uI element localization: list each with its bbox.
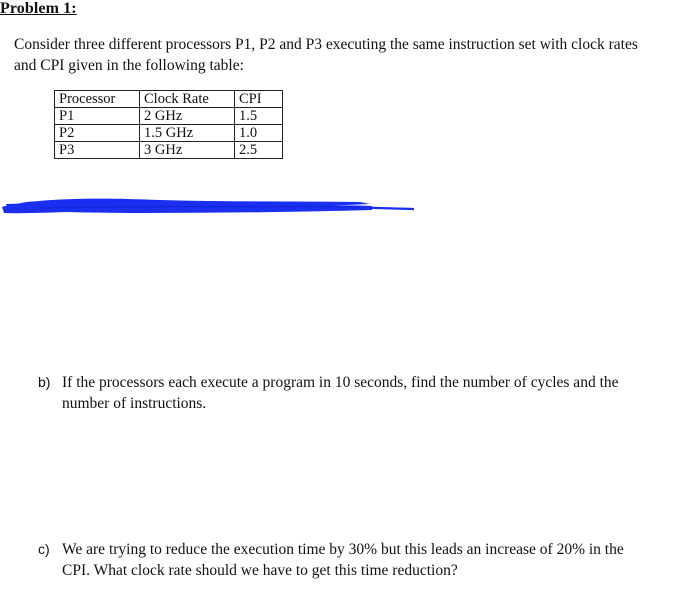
question-text: If the processors each execute a program in 10 seconds, find the number of cycles and the number of instructions. bbox=[62, 374, 619, 412]
table-row bbox=[55, 108, 283, 125]
problem-intro: Consider three different processors P1, P2 and P3 executing the same instruction set with clock rates and CPI given in the following table: bbox=[14, 36, 638, 74]
question-c bbox=[38, 539, 652, 581]
table-cell-clock-rate: 2 GHz bbox=[140, 108, 235, 125]
table-cell-processor: P3 bbox=[55, 142, 140, 159]
table-header-row bbox=[55, 91, 283, 108]
table-header-clock-rate: Clock Rate bbox=[140, 91, 235, 108]
redaction-scribble bbox=[0, 193, 420, 223]
problem-title: Problem 1: bbox=[0, 0, 77, 17]
question-label: c) bbox=[38, 541, 50, 557]
question-b bbox=[38, 372, 652, 414]
table-header-cpi: CPI bbox=[235, 91, 283, 108]
table-cell-cpi: 2.5 bbox=[235, 142, 283, 159]
table-cell-processor: P1 bbox=[55, 108, 140, 125]
table-row bbox=[55, 142, 283, 159]
table-cell-processor: P2 bbox=[55, 125, 140, 142]
processor-table bbox=[54, 90, 283, 159]
table-header-processor: Processor bbox=[55, 91, 140, 108]
table-cell-cpi: 1.5 bbox=[235, 108, 283, 125]
table-row bbox=[55, 125, 283, 142]
table-cell-cpi: 1.0 bbox=[235, 125, 283, 142]
question-label: b) bbox=[38, 374, 51, 390]
question-text: We are trying to reduce the execution time by 30% but this leads an increase of 20% in the CPI. What clock rate should we have to get this time reduction? bbox=[62, 541, 624, 579]
table-cell-clock-rate: 1.5 GHz bbox=[140, 125, 235, 142]
table-cell-clock-rate: 3 GHz bbox=[140, 142, 235, 159]
redaction-stroke bbox=[20, 202, 80, 205]
